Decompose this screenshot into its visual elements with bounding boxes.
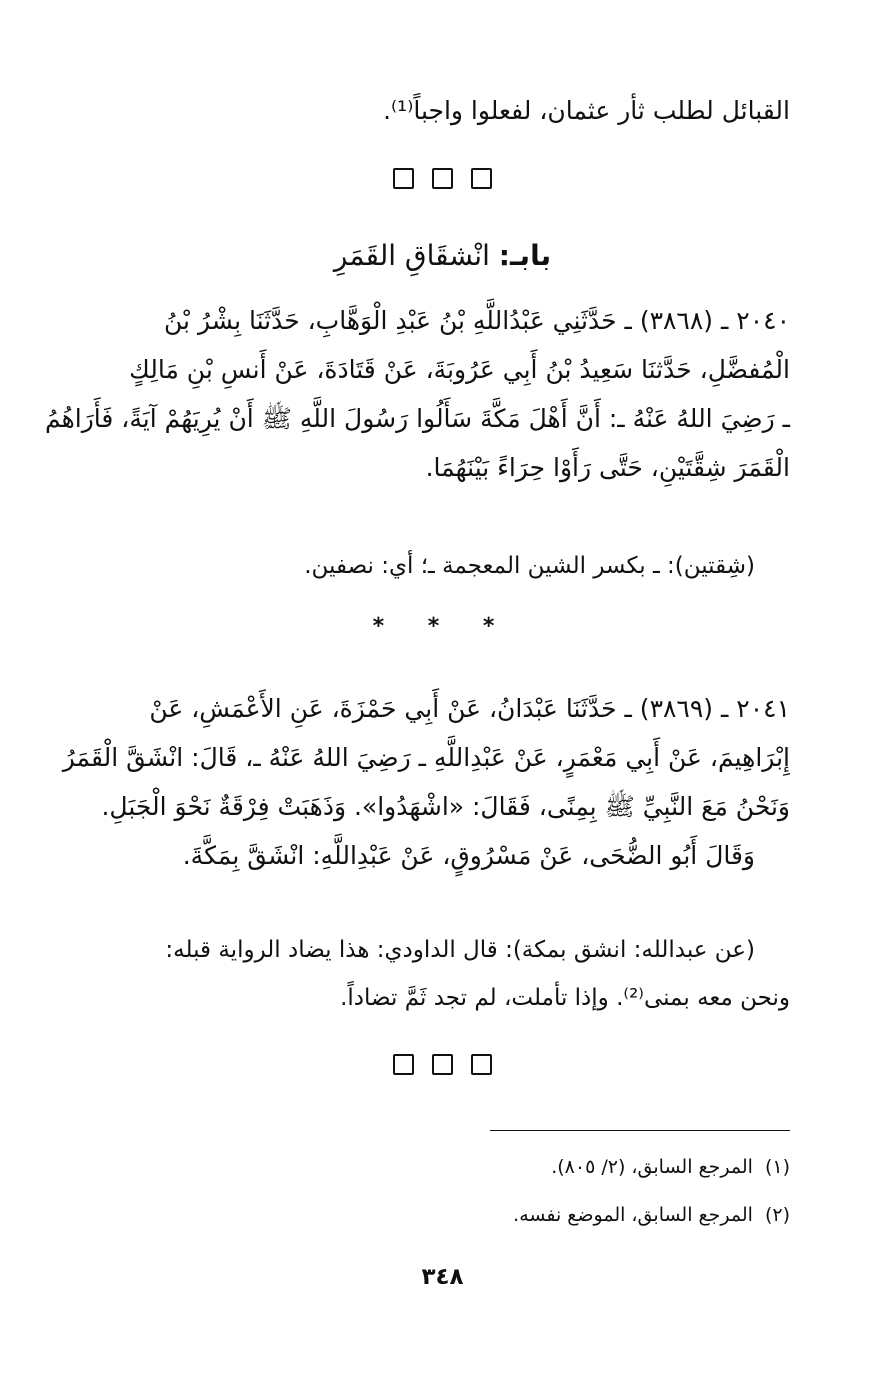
- hadith-line: وَقَالَ أَبُو الضُّحَى، عَنْ مَسْرُوقٍ، عَنْ عَبْدِاللَّهِ: انْشَقَّ بِمَكَّةَ.: [182, 841, 755, 870]
- hadith-line: الْمُفضَّلِ، حَدَّثنَا سَعِيدُ بْنُ أَبِي عَرُوبَةَ، عَنْ قَتَادَةَ، عَنْ أَنسِ بْنِ مَالِكٍ: [129, 355, 790, 384]
- square-ornament-icon: [393, 168, 414, 189]
- intro-line: القبائل لطلب ثأر عثمان، لفعلوا واجباً⁽¹⁾.: [383, 96, 790, 125]
- square-ornament-icon: [471, 1054, 492, 1075]
- commentary-line: (شِقتين): ـ بكسر الشين المعجمة ـ؛ أي: نصفين.: [304, 553, 755, 579]
- commentary-2041: [85, 926, 790, 1022]
- chapter-label: بابـ:: [498, 239, 552, 272]
- commentary-line: ونحن معه بمنى⁽²⁾. وإذا تأملت، لم تجد ثَمَّ تضاداً.: [340, 985, 790, 1011]
- square-ornament-icon: [432, 1054, 453, 1075]
- star-separator: * * *: [372, 614, 513, 639]
- square-ornament-icon: [471, 168, 492, 189]
- hadith-line: الْقَمَرَ شِقَّتَيْنِ، حَتَّى رَأَوْا حِرَاءً بَيْنَهُمَا.: [425, 453, 790, 482]
- hadith-2040: [44, 296, 790, 492]
- intro-paragraph: [85, 86, 790, 135]
- commentary-2040: [85, 542, 790, 590]
- hadith-line: ـ رَضِيَ اللهُ عَنْهُ ـ: أَنَّ أَهْلَ مَكَّةَ سَأَلُوا رَسُولَ اللَّهِ ﷺ أَنْ يُرِيَهُمْ آيَةً، فَأَرَاهُمُ: [44, 404, 790, 433]
- chapter-heading: [0, 236, 885, 276]
- page-number: ٣٤٨: [421, 1264, 464, 1290]
- commentary-line: (عن عبدالله: انشق بمكة): قال الداودي: هذا يضاد الرواية قبله:: [165, 937, 755, 963]
- footnote-number: (٢): [764, 1204, 790, 1226]
- footnote-2: [85, 1200, 790, 1230]
- hadith-line: ٢٠٤٠ ـ (٣٨٦٨) ـ حَدَّثَنِي عَبْدُاللَّهِ بْنُ عَبْدِ الْوَهَّابِ، حَدَّثَنَا بِشْرُ بْنُ: [164, 306, 790, 335]
- hadith-line: وَنَحْنُ مَعَ النَّبِيِّ ﷺ بِمِنًى، فَقَالَ: «اشْهَدُوا». وَذَهَبَتْ فِرْقَةٌ نَحْوَ الْجَبَلِ.: [101, 792, 790, 821]
- footnote-divider: [490, 1130, 790, 1131]
- section-separator-bottom: [0, 1054, 885, 1075]
- square-ornament-icon: [432, 168, 453, 189]
- footnote-number: (١): [764, 1156, 790, 1178]
- hadith-2041: [62, 684, 790, 880]
- hadith-line: إِبْرَاهِيمَ، عَنْ أَبِي مَعْمَرٍ، عَنْ عَبْدِاللَّهِ ـ رَضِيَ اللهُ عَنْهُ ـ، قَالَ: انْشَقَّ الْقَمَرُ: [62, 743, 790, 772]
- section-separator-top: [0, 168, 885, 189]
- chapter-title: انْشقَاقِ القَمَرِ: [333, 239, 499, 272]
- footnote-text: المرجع السابق، الموضع نفسه.: [513, 1204, 753, 1226]
- footnote-text: المرجع السابق، (٢/ ٨٠٥).: [551, 1156, 753, 1178]
- square-ornament-icon: [393, 1054, 414, 1075]
- footnote-1: [85, 1152, 790, 1182]
- hadith-line: ٢٠٤١ ـ (٣٨٦٩) ـ حَدَّثَنَا عَبْدَانُ، عَنْ أَبِي حَمْزَةَ، عَنِ الأَعْمَشِ، عَنْ: [149, 694, 790, 723]
